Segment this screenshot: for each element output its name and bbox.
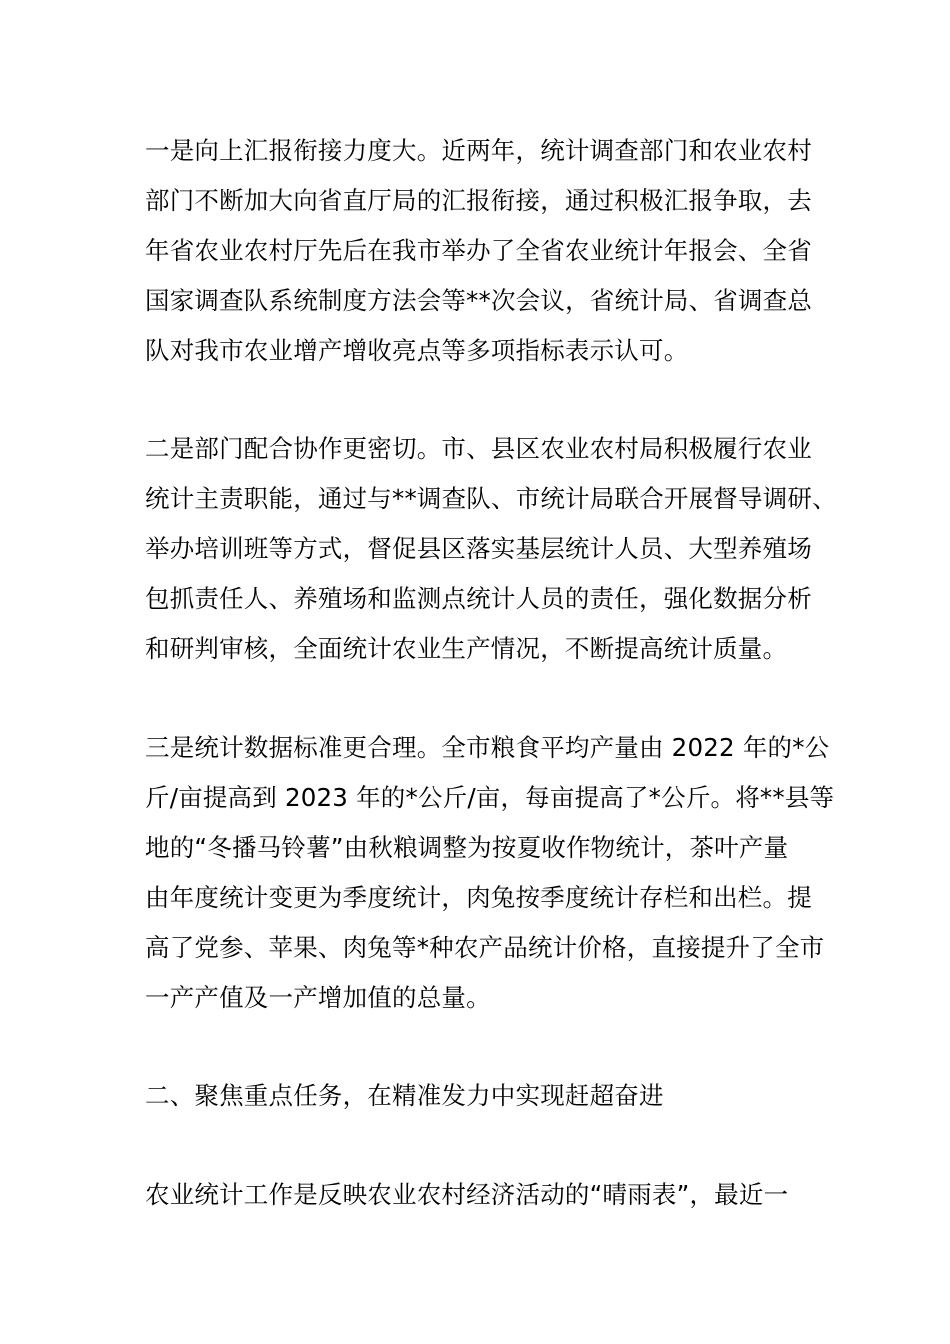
text-line: 和研判审核，全面统计农业生产情况，不断提高统计质量。	[145, 634, 788, 663]
paragraph-cooperation	[145, 424, 837, 674]
paragraph-standards	[145, 723, 835, 1023]
text-line: 部门不断加大向省直厅局的汇报衔接，通过积极汇报争取，去	[145, 186, 812, 215]
text-line: 由年度统计变更为季度统计，肉兔按季度统计存栏和出栏。提	[145, 883, 812, 912]
section-heading	[145, 1071, 825, 1121]
text-line: 国家调查队系统制度方法会等**次会议，省统计局、省调查总	[145, 286, 813, 315]
text-line: 统计主责职能，通过与**调查队、市统计局联合开展督导调研、	[145, 484, 837, 513]
text-line: 斤/亩提高到 2023 年的*公斤/亩，每亩提高了*公斤。将**县等	[145, 783, 835, 812]
text-line: 二是部门配合协作更密切。市、县区农业农村局积极履行农业	[145, 434, 812, 463]
text-line: 农业统计工作是反映农业农村经济活动的“晴雨表”，最近一	[145, 1180, 789, 1209]
text-line: 队对我市农业增产增收亮点等多项指标表示认可。	[145, 336, 689, 365]
heading-line: 二、聚焦重点任务，在精准发力中实现赶超奋进	[145, 1081, 664, 1110]
text-line: 高了党参、苹果、肉兔等*种农产品统计价格，直接提升了全市	[145, 933, 825, 962]
text-line: 一是向上汇报衔接力度大。近两年，统计调查部门和农业农村	[145, 136, 812, 165]
text-line: 举办培训班等方式，督促县区落实基层统计人员、大型养殖场	[145, 534, 812, 563]
text-line: 年省农业农村厅先后在我市举办了全省农业统计年报会、全省	[145, 236, 812, 265]
text-line: 一产产值及一产增加值的总量。	[145, 983, 491, 1012]
paragraph-intro	[145, 1170, 825, 1220]
text-line: 三是统计数据标准更合理。全市粮食平均产量由 2022 年的*公	[145, 733, 830, 762]
text-line: 地的“冬播马铃薯”由秋粮调整为按夏收作物统计，茶叶产量	[145, 833, 789, 862]
paragraph-reporting	[145, 126, 825, 376]
text-line: 包抓责任人、养殖场和监测点统计人员的责任，强化数据分析	[145, 584, 812, 613]
